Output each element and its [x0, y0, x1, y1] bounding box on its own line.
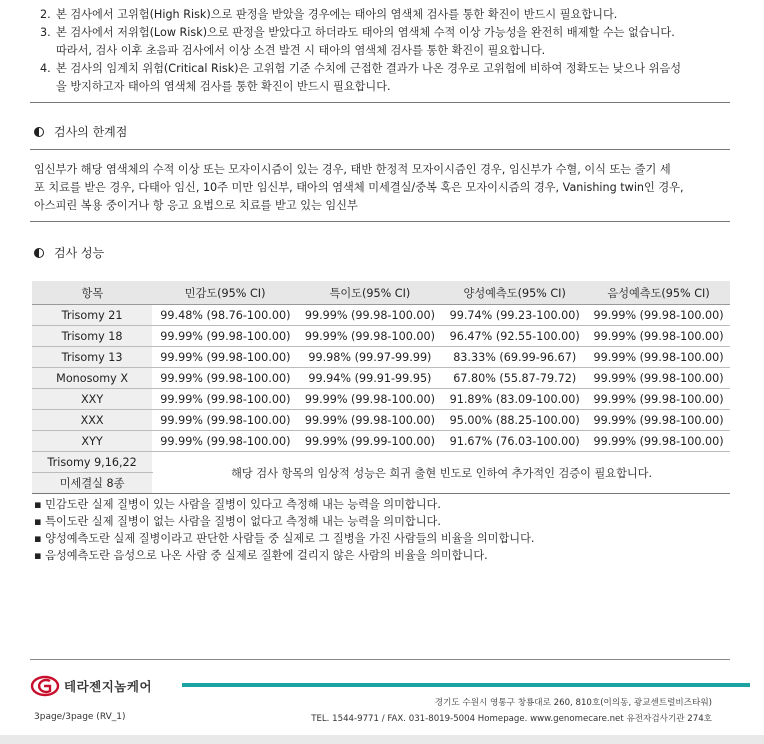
table-cell: 99.99% (99.98-100.00) [587, 326, 730, 347]
bottom-band [0, 735, 764, 744]
performance-table [32, 281, 730, 494]
table-row [32, 305, 730, 326]
table-cell: 83.33% (69.99-96.67) [442, 347, 587, 368]
note-item [40, 6, 730, 24]
note-text [56, 6, 730, 24]
table-cell: 99.99% (99.99-100.00) [298, 431, 443, 452]
note-line: 본 검사의 임계치 위험(Critical Risk)은 고위험 기준 수치에 근접한 결과가 나온 경우로 고위험에 비하여 정확도는 낮으나 위음성 [56, 62, 682, 75]
section-divider [30, 102, 730, 103]
column-header: 민감도(95% CI) [153, 281, 298, 305]
table-header-row [32, 281, 730, 305]
note-number: 4. [40, 62, 51, 75]
table-cell: 91.89% (83.09-100.00) [442, 389, 587, 410]
note-text [56, 60, 730, 96]
row-label: XXX [32, 410, 153, 431]
table-cell: 99.99% (99.98-100.00) [298, 305, 443, 326]
table-cell: 95.00% (88.25-100.00) [442, 410, 587, 431]
column-header: 양성예측도(95% CI) [442, 281, 587, 305]
table-row [32, 368, 730, 389]
table-row [32, 410, 730, 431]
note-line: 을 방지하고자 태아의 염색체 검사를 통한 확진이 반드시 필요합니다. [56, 80, 391, 93]
limits-line: 임신부가 해당 염색체의 수적 이상 또는 모자이시즘이 있는 경우, 태반 한정적 모자이시즘인 경우, 임신부가 수혈, 이식 또는 줄기 세 [34, 163, 671, 176]
genomecare-logo-icon [30, 675, 60, 697]
note-line: 따라서, 검사 이후 초음파 검사에서 이상 소견 발견 시 태아의 염색체 검사를 통한 확진이 필요합니다. [56, 44, 546, 57]
table-cell: 67.80% (55.87-79.72) [442, 368, 587, 389]
limits-line: 아스피린 복용 중이거나 항 응고 요법으로 치료를 받고 있는 임신부 [34, 199, 358, 212]
table-cell: 99.99% (99.98-100.00) [298, 410, 443, 431]
definition-item: ▪ 특이도란 실제 질병이 없는 사람을 질병이 없다고 측정해 내는 능력을 의미합니다. [34, 515, 441, 528]
notes-list [40, 6, 730, 96]
table-cell: 99.99% (99.98-100.00) [153, 410, 298, 431]
limits-line: 포 치료를 받은 경우, 다태아 임신, 10주 미만 임신부, 태아의 염색체 미세결실/중복 혹은 모자이시즘의 경우, Vanishing twin인 경우, [34, 181, 684, 194]
table-cell: 99.94% (99.91-99.95) [298, 368, 443, 389]
table-cell: 99.99% (99.98-100.00) [298, 389, 443, 410]
table-cell: 99.99% (99.98-100.00) [587, 305, 730, 326]
table-cell: 99.99% (99.98-100.00) [587, 410, 730, 431]
table-cell: 99.99% (99.98-100.00) [153, 347, 298, 368]
note-item [40, 60, 730, 96]
definition-item: ▪ 음성예측도란 음성으로 나온 사람 중 실제로 질환에 걸리지 않은 사람의 비율을 의미합니다. [34, 549, 488, 562]
table-cell: 99.99% (99.98-100.00) [153, 389, 298, 410]
table-cell: 99.99% (99.98-100.00) [153, 368, 298, 389]
limits-title: 검사의 한계점 [54, 125, 128, 139]
footer-accent-bar [182, 683, 750, 687]
table-row [32, 347, 730, 368]
note-line: 본 검사에서 고위험(High Risk)으로 판정을 받았을 경우에는 태아의 염색체 검사를 통한 확진이 반드시 필요합니다. [56, 8, 618, 21]
table-cell: 99.99% (99.98-100.00) [587, 431, 730, 452]
limits-text [34, 161, 730, 215]
row-label: Monosomy X [32, 368, 153, 389]
table-cell: 96.47% (92.55-100.00) [442, 326, 587, 347]
table-cell: 99.99% (99.98-100.00) [153, 326, 298, 347]
table-row [32, 326, 730, 347]
half-circle-icon [34, 127, 44, 137]
table-cell: 99.99% (99.98-100.00) [153, 431, 298, 452]
rare-note-cell: 해당 검사 항목의 임상적 성능은 희귀 출현 빈도로 인하여 추가적인 검증이 필요합니다. [153, 452, 730, 494]
company-name: 테라젠지놈케어 [64, 679, 153, 694]
table-row [32, 431, 730, 452]
section-divider [30, 149, 730, 150]
footer-address [311, 695, 712, 727]
column-header: 특이도(95% CI) [298, 281, 443, 305]
page-number: 3page/3page (RV_1) [34, 712, 126, 722]
table-cell: 99.98% (99.97-99.99) [298, 347, 443, 368]
table-cell: 99.99% (99.98-100.00) [298, 326, 443, 347]
table-cell: 99.99% (99.98-100.00) [587, 368, 730, 389]
definition-item: ▪ 양성예측도란 실제 질병이라고 판단한 사람들 중 실제로 그 질병을 가진 사람들의 비율을 의미합니다. [34, 532, 535, 545]
footer-divider [30, 659, 730, 660]
limits-heading [34, 123, 127, 140]
contact-line: TEL. 1544-9771 / FAX. 031-8019-5004 Homepage. www.genomecare.net 유전자검사기관 274호 [311, 714, 712, 724]
table-cell: 99.99% (99.98-100.00) [587, 389, 730, 410]
row-label: XYY [32, 431, 153, 452]
performance-title: 검사 성능 [54, 246, 105, 260]
note-line: 본 검사에서 저위험(Low Risk)으로 판정을 받았다고 하더라도 태아의 염색체 수적 이상 가능성을 완전히 배제할 수는 없습니다. [56, 26, 675, 39]
note-item [40, 24, 730, 60]
note-number: 2. [40, 8, 51, 21]
column-header: 항목 [32, 281, 153, 305]
half-circle-icon [34, 248, 44, 258]
table-row [32, 389, 730, 410]
definition-item: ▪ 민감도란 실제 질병이 있는 사람을 질병이 있다고 측정해 내는 능력을 의미합니다. [34, 498, 441, 511]
note-number: 3. [40, 26, 51, 39]
table-cell: 91.67% (76.03-100.00) [442, 431, 587, 452]
row-label: 미세결실 8종 [32, 473, 153, 494]
row-label: Trisomy 9,16,22 [32, 452, 153, 473]
table-row [32, 452, 730, 473]
definitions-list [34, 496, 534, 564]
section-divider [30, 221, 730, 222]
table-cell: 99.48% (98.76-100.00) [153, 305, 298, 326]
column-header: 음성예측도(95% CI) [587, 281, 730, 305]
table-cell: 99.74% (99.23-100.00) [442, 305, 587, 326]
row-label: Trisomy 13 [32, 347, 153, 368]
note-text [56, 24, 730, 60]
company-logo [30, 675, 152, 697]
table-cell: 99.99% (99.98-100.00) [587, 347, 730, 368]
address-line: 경기도 수원시 영통구 창룡대로 260, 810호(이의동, 광교센트럴비즈타워) [434, 698, 712, 708]
row-label: XXY [32, 389, 153, 410]
row-label: Trisomy 21 [32, 305, 153, 326]
row-label: Trisomy 18 [32, 326, 153, 347]
performance-heading [34, 244, 104, 261]
